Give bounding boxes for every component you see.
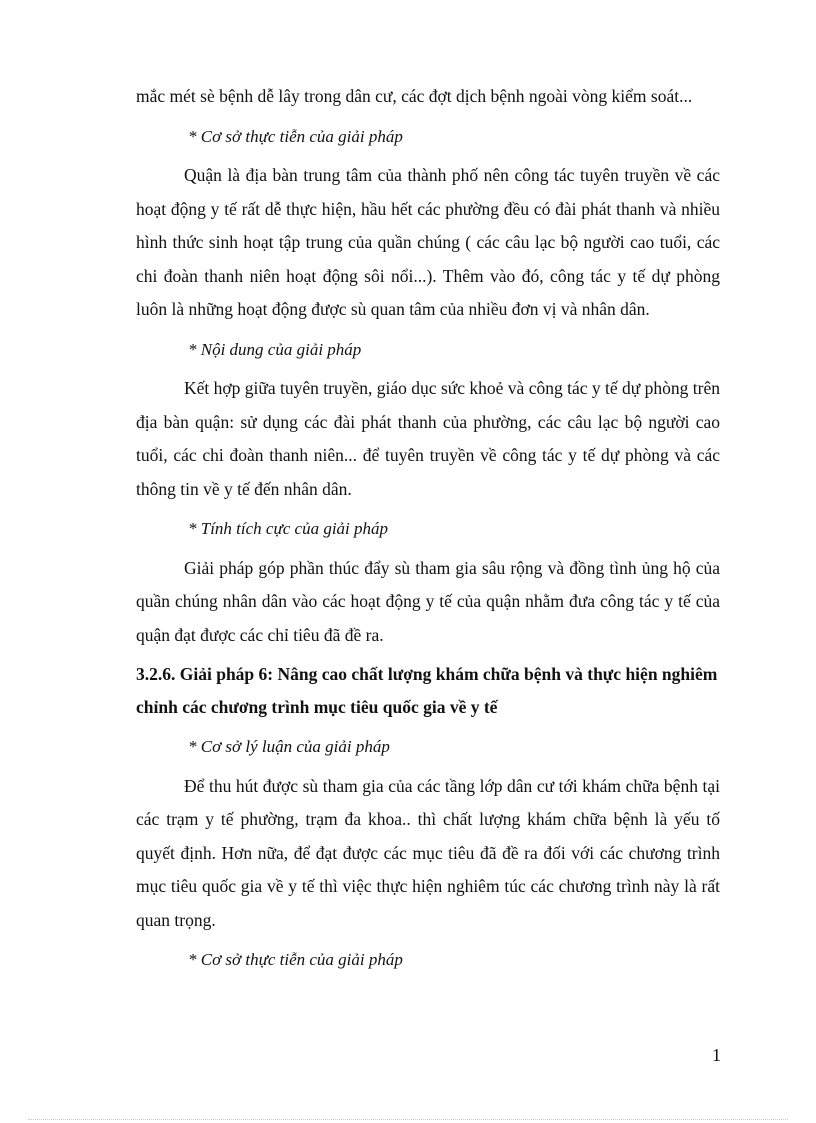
paragraph-theoretical-basis: Để thu hút được sù tham gia của các tầng lớp dân cư tới khám chữa bệnh tại các trạm y tế phường, trạm đa khoa.. thì chất lượng khám chữa bệnh là yếu tố quyết định. Hơn nữa, để đạt được các mục tiêu đã đề ra đối với các chương trình mục tiêu quốc gia về y tế thì việc thực hiện nghiêm túc các chương trình này là rất quan trọng. [136,775,720,930]
subheading-content: * Nội dung của giải pháp [188,339,362,359]
footer-divider [28,1119,788,1120]
subheading-theoretical-basis: * Cơ sở lý luận của giải pháp [188,737,390,756]
paragraph-positive-aspects: Giải pháp góp phần thúc đẩy sù tham gia sâu rộng và đồng tình ủng hộ của quần chúng nhân dân vào các hoạt động y tế của quận nhằm đưa công tác y tế của quận đạt được các chỉ tiêu đã đề ra. [136,557,720,645]
document-body [136,80,720,977]
section-heading-3-2-6: 3.2.6. Giải pháp 6: Nâng cao chất lượng khám chữa bệnh và thực hiện nghiêm chỉnh các chương trình mục tiêu quốc gia về y tế [136,664,718,717]
page-number: 1 [712,1045,721,1065]
subheading-practical-basis-2: * Cơ sở thực tiễn của giải pháp [188,950,403,969]
subheading-practical-basis: * Cơ sở thực tiễn của giải pháp [188,126,403,146]
paragraph-continued: mắc mét sè bệnh dễ lây trong dân cư, các đợt dịch bệnh ngoài vòng kiểm soát... [136,86,693,106]
subheading-positive-aspects: * Tính tích cực của giải pháp [188,519,389,538]
paragraph-practical-basis: Quận là địa bàn trung tâm của thành phố nên công tác tuyên truyền về các hoạt động y tế rất dễ thực hiện, hầu hết các phường đều có đài phát thanh và nhiều hình thức sinh hoạt tập trung của quần chúng ( các câu lạc bộ người cao tuổi, các chi đoàn thanh niên hoạt động sôi nổi...). Thêm vào đó, công tác y tế dự phòng luôn là những hoạt động được sù quan tâm của nhiều đơn vị và nhân dân. [136,165,720,319]
paragraph-content: Kết hợp giữa tuyên truyền, giáo dục sức khoẻ và công tác y tế dự phòng trên địa bàn quận: sử dụng các đài phát thanh của phường, các câu lạc bộ người cao tuổi, các chi đoàn thanh niên... để tuyên truyền về công tác y tế dự phòng và các thông tin về y tế đến nhân dân. [136,378,720,499]
